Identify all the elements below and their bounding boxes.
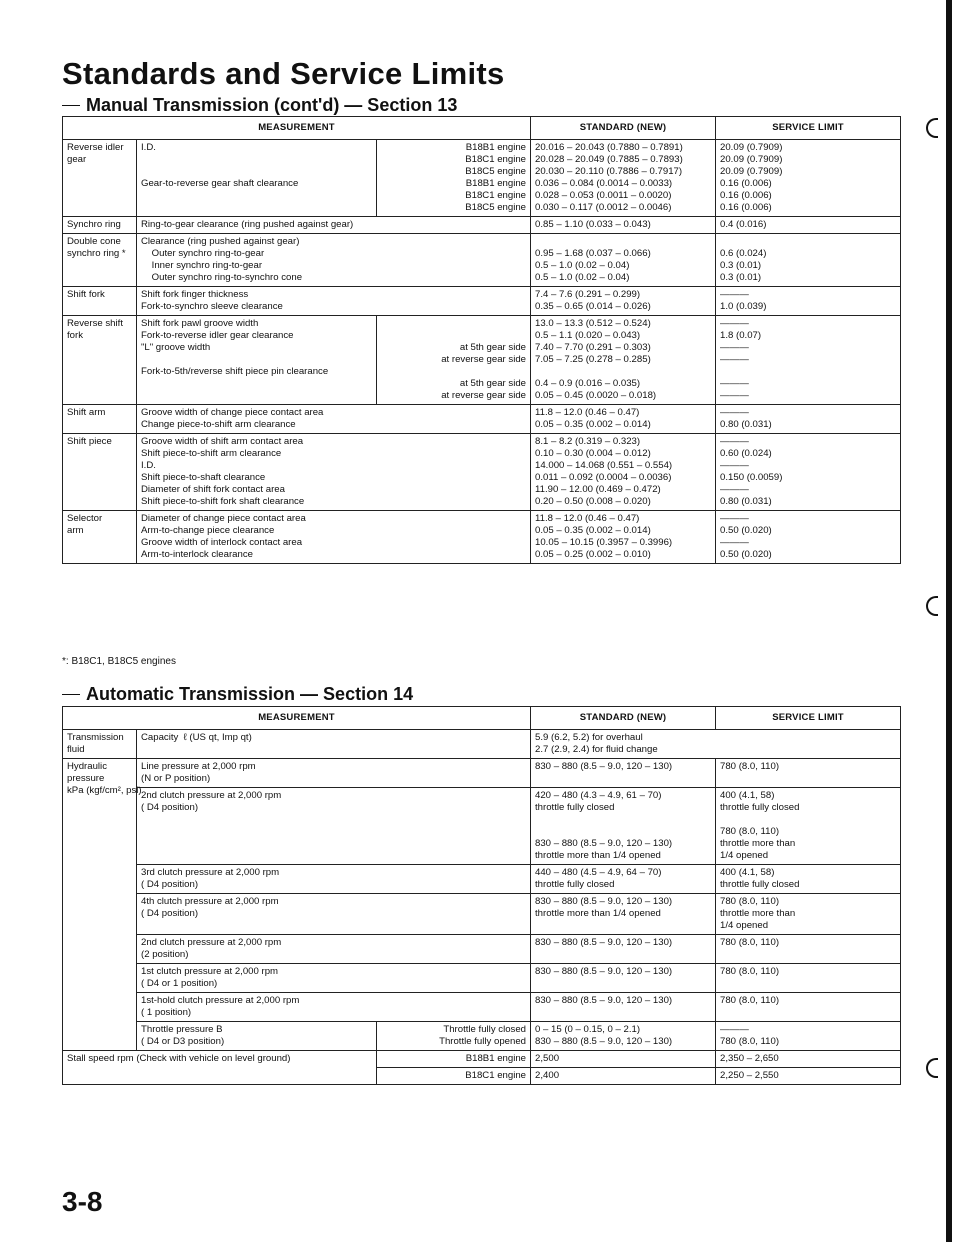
column-header: STANDARD (NEW) [531, 707, 716, 730]
table-row [63, 993, 901, 1022]
table-header-row [63, 707, 901, 730]
measurement-cell: 1st-hold clutch pressure at 2,000 rpm ( 1 position) [137, 993, 531, 1022]
part-name-cell: Shift fork [63, 287, 137, 316]
column-header: SERVICE LIMIT [716, 707, 901, 730]
part-name-cell: Synchro ring [63, 217, 137, 234]
table-row [63, 511, 901, 564]
engine-cell: B18C1 engine [377, 1068, 531, 1085]
service-limit-cell: 20.09 (0.7909) 20.09 (0.7909) 20.09 (0.7909) 0.16 (0.006) 0.16 (0.006) 0.16 (0.006) [716, 140, 901, 217]
table-row [63, 316, 901, 405]
service-limit-cell: 2,250 – 2,550 [716, 1068, 901, 1085]
footnote: *: B18C1, B18C5 engines [62, 656, 176, 667]
measurement-condition-cell: Throttle fully closed Throttle fully opened [377, 1022, 531, 1051]
service-limit-cell: ——— 780 (8.0, 110) [716, 1022, 901, 1051]
binder-tab-mark [926, 1058, 938, 1078]
standard-cell: 13.0 – 13.3 (0.512 – 0.524) 0.5 – 1.1 (0.020 – 0.043) 7.40 – 7.70 (0.291 – 0.303) 7.05 – 7.25 (0.278 – 0.285) 0.4 – 0.9 (0.016 – 0.035) 0.05 – 0.45 (0.0020 – 0.018) [531, 316, 716, 405]
part-name-cell: Shift arm [63, 405, 137, 434]
service-limit-cell: 780 (8.0, 110) [716, 964, 901, 993]
measurement-cell: I.D. Gear-to-reverse gear shaft clearance [137, 140, 377, 217]
standard-cell: 830 – 880 (8.5 – 9.0, 120 – 130) [531, 993, 716, 1022]
table-row [63, 287, 901, 316]
service-limit-cell: 400 (4.1, 58) throttle fully closed 780 (8.0, 110) throttle more than 1/4 opened [716, 788, 901, 865]
table-header-row [63, 117, 901, 140]
measurement-cell: Capacity ℓ (US qt, Imp qt) [137, 730, 531, 759]
part-name-cell: Reverse shift fork [63, 316, 137, 405]
column-header: MEASUREMENT [63, 117, 531, 140]
measurement-condition-cell: B18B1 engine B18C1 engine B18C5 engine B18B1 engine B18C1 engine B18C5 engine [377, 140, 531, 217]
measurement-cell: Clearance (ring pushed against gear) Outer synchro ring-to-gear Inner synchro ring-to-gear Outer synchro ring-to-synchro cone [137, 234, 531, 287]
standard-cell: 830 – 880 (8.5 – 9.0, 120 – 130) [531, 964, 716, 993]
part-name-cell: Reverse idler gear [63, 140, 137, 217]
standard-cell: 0.95 – 1.68 (0.037 – 0.066) 0.5 – 1.0 (0.02 – 0.04) 0.5 – 1.0 (0.02 – 0.04) [531, 234, 716, 287]
service-limit-cell: 0.6 (0.024) 0.3 (0.01) 0.3 (0.01) [716, 234, 901, 287]
standard-cell: 2,400 [531, 1068, 716, 1085]
part-name-cell: Double cone synchro ring * [63, 234, 137, 287]
standard-cell: 8.1 – 8.2 (0.319 – 0.323) 0.10 – 0.30 (0.004 – 0.012) 14.000 – 14.068 (0.551 – 0.554) 0.011 – 0.092 (0.0004 – 0.0036) 11.90 – 12.00 (0.469 – 0.472) 0.20 – 0.50 (0.008 – 0.020) [531, 434, 716, 511]
service-limit-cell: 780 (8.0, 110) throttle more than 1/4 opened [716, 894, 901, 935]
table-row [63, 788, 901, 865]
binder-tab-mark [926, 118, 938, 138]
service-limit-cell: ——— 1.8 (0.07) ——— ——— ——— ——— [716, 316, 901, 405]
measurement-cell: 2nd clutch pressure at 2,000 rpm ( D4 position) [137, 788, 531, 865]
table-row [63, 759, 901, 788]
column-header: STANDARD (NEW) [531, 117, 716, 140]
measurement-cell: Throttle pressure B ( D4 or D3 position) [137, 1022, 377, 1051]
standard-cell: 830 – 880 (8.5 – 9.0, 120 – 130) throttle more than 1/4 opened [531, 894, 716, 935]
measurement-cell: Shift fork finger thickness Fork-to-synchro sleeve clearance [137, 287, 531, 316]
binding-edge [946, 0, 952, 1242]
automatic-section-heading: Automatic Transmission — Section 14 [62, 684, 413, 705]
column-header: SERVICE LIMIT [716, 117, 901, 140]
service-limit-cell: 780 (8.0, 110) [716, 993, 901, 1022]
service-limit-cell: 780 (8.0, 110) [716, 759, 901, 788]
part-name-cell: Hydraulic pressure kPa (kgf/cm², psi) [63, 759, 137, 1051]
service-limit-cell: 2,350 – 2,650 [716, 1051, 901, 1068]
table-row [63, 1051, 901, 1068]
service-limit-cell: ——— 0.60 (0.024) ——— 0.150 (0.0059) ——— 0.80 (0.031) [716, 434, 901, 511]
table-row [63, 234, 901, 287]
standard-cell: 420 – 480 (4.3 – 4.9, 61 – 70) throttle fully closed 830 – 880 (8.5 – 9.0, 120 – 130) throttle more than 1/4 opened [531, 788, 716, 865]
standard-cell: 7.4 – 7.6 (0.291 – 0.299) 0.35 – 0.65 (0.014 – 0.026) [531, 287, 716, 316]
page-number: 3-8 [62, 1186, 103, 1217]
standard-cell: 20.016 – 20.043 (0.7880 – 0.7891) 20.028 – 20.049 (0.7885 – 0.7893) 20.030 – 20.110 (0.7886 – 0.7917) 0.036 – 0.084 (0.0014 – 0.0033) 0.028 – 0.053 (0.0011 – 0.0020) 0.030 – 0.117 (0.0012 – 0.0046) [531, 140, 716, 217]
table-row [63, 217, 901, 234]
manual-transmission-table [62, 116, 901, 564]
page-title: Standards and Service Limits [62, 56, 505, 91]
measurement-cell: Line pressure at 2,000 rpm (N or P position) [137, 759, 531, 788]
table-row [63, 405, 901, 434]
service-limit-cell: 780 (8.0, 110) [716, 935, 901, 964]
measurement-cell: 2nd clutch pressure at 2,000 rpm (2 position) [137, 935, 531, 964]
measurement-cell: 4th clutch pressure at 2,000 rpm ( D4 position) [137, 894, 531, 935]
standard-cell: 2,500 [531, 1051, 716, 1068]
table-row [63, 1022, 901, 1051]
automatic-transmission-table [62, 706, 901, 1085]
measurement-cell: 3rd clutch pressure at 2,000 rpm ( D4 position) [137, 865, 531, 894]
service-limit-cell: ——— 1.0 (0.039) [716, 287, 901, 316]
measurement-cell: 1st clutch pressure at 2,000 rpm ( D4 or 1 position) [137, 964, 531, 993]
stall-speed-label-cell: Stall speed rpm (Check with vehicle on level ground) [63, 1051, 377, 1085]
part-name-cell: Transmission fluid [63, 730, 137, 759]
service-limit-cell: 0.4 (0.016) [716, 217, 901, 234]
table-row [63, 865, 901, 894]
service-limit-cell: ——— 0.80 (0.031) [716, 405, 901, 434]
standard-cell: 830 – 880 (8.5 – 9.0, 120 – 130) [531, 935, 716, 964]
standard-cell: 11.8 – 12.0 (0.46 – 0.47) 0.05 – 0.35 (0.002 – 0.014) [531, 405, 716, 434]
standard-cell: 440 – 480 (4.5 – 4.9, 64 – 70) throttle fully closed [531, 865, 716, 894]
table-row [63, 434, 901, 511]
engine-cell: B18B1 engine [377, 1051, 531, 1068]
table-row [63, 140, 901, 217]
standard-cell: 5.9 (6.2, 5.2) for overhaul 2.7 (2.9, 2.4) for fluid change [531, 730, 901, 759]
table-row [63, 730, 901, 759]
standard-cell: 0 – 15 (0 – 0.15, 0 – 2.1) 830 – 880 (8.5 – 9.0, 120 – 130) [531, 1022, 716, 1051]
measurement-cell: Shift fork pawl groove width Fork-to-reverse idler gear clearance "L" groove width Fork-to-5th/reverse shift piece pin clearance [137, 316, 377, 405]
part-name-cell: Shift piece [63, 434, 137, 511]
service-limit-cell: ——— 0.50 (0.020) ——— 0.50 (0.020) [716, 511, 901, 564]
standard-cell: 0.85 – 1.10 (0.033 – 0.043) [531, 217, 716, 234]
part-name-cell: Selector arm [63, 511, 137, 564]
service-limit-cell: 400 (4.1, 58) throttle fully closed [716, 865, 901, 894]
table-row [63, 964, 901, 993]
table-row [63, 894, 901, 935]
measurement-cell: Groove width of change piece contact area Change piece-to-shift arm clearance [137, 405, 531, 434]
standard-cell: 830 – 880 (8.5 – 9.0, 120 – 130) [531, 759, 716, 788]
measurement-condition-cell: at 5th gear side at reverse gear side at 5th gear side at reverse gear side [377, 316, 531, 405]
measurement-cell: Ring-to-gear clearance (ring pushed against gear) [137, 217, 531, 234]
column-header: MEASUREMENT [63, 707, 531, 730]
binder-tab-mark [926, 596, 938, 616]
measurement-cell: Diameter of change piece contact area Arm-to-change piece clearance Groove width of interlock contact area Arm-to-interlock clearance [137, 511, 531, 564]
manual-section-heading: Manual Transmission (cont'd) — Section 13 [62, 95, 457, 116]
standard-cell: 11.8 – 12.0 (0.46 – 0.47) 0.05 – 0.35 (0.002 – 0.014) 10.05 – 10.15 (0.3957 – 0.3996) 0.05 – 0.25 (0.002 – 0.010) [531, 511, 716, 564]
measurement-cell: Groove width of shift arm contact area Shift piece-to-shift arm clearance I.D. Shift piece-to-shaft clearance Diameter of shift fork contact area Shift piece-to-shift fork shaft clearance [137, 434, 531, 511]
table-row [63, 935, 901, 964]
